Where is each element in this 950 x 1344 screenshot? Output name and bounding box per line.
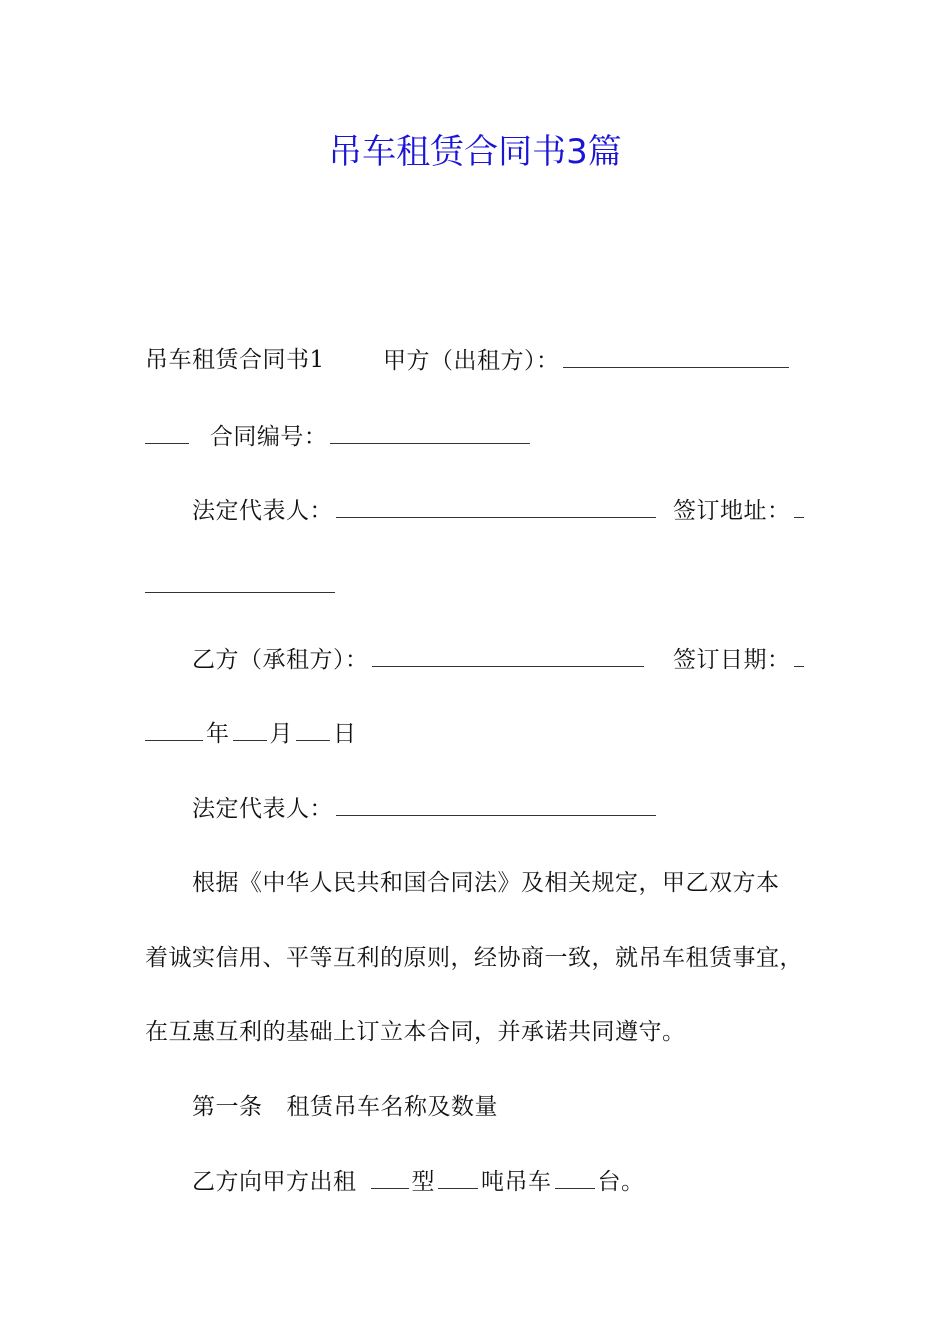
month-label: 月 xyxy=(269,721,293,747)
article-number: 第一条 xyxy=(192,1094,263,1120)
day-blank[interactable] xyxy=(296,718,330,741)
legal-rep-b-label: 法定代表人： xyxy=(192,796,333,822)
article-heading-line xyxy=(192,1092,498,1122)
month-blank[interactable] xyxy=(233,718,267,741)
paragraph-text: 根据《中华人民共和国合同法》及相关规定，甲乙双方本 xyxy=(192,870,780,896)
contract-subtitle: 吊车租赁合同书1 xyxy=(145,347,325,373)
sign-address-continued-line xyxy=(145,570,338,601)
sign-address-blank-continued[interactable] xyxy=(145,570,335,593)
contract-heading-line xyxy=(145,345,325,375)
count-blank[interactable] xyxy=(555,1166,595,1189)
legal-rep-a-blank[interactable] xyxy=(336,495,656,518)
model-blank[interactable] xyxy=(371,1166,409,1189)
rental-intro: 乙方向甲方出租 xyxy=(192,1169,357,1195)
contract-number-label: 合同编号： xyxy=(209,424,328,450)
paragraph-line xyxy=(145,1017,686,1047)
party-a-label: 甲方（出租方）： xyxy=(383,348,560,374)
sign-address-label: 签订地址： xyxy=(673,498,791,524)
party-a-blank-continued[interactable] xyxy=(145,421,189,444)
year-label: 年 xyxy=(206,721,230,747)
party-b-line xyxy=(192,644,647,675)
article-title: 租赁吊车名称及数量 xyxy=(286,1094,498,1120)
sign-address-line xyxy=(673,495,807,526)
sign-date-line xyxy=(673,644,807,675)
contract-number-line xyxy=(145,421,533,452)
sign-address-blank[interactable] xyxy=(794,495,804,518)
model-label: 型 xyxy=(411,1169,435,1195)
legal-rep-b-blank[interactable] xyxy=(336,793,656,816)
legal-rep-b-line xyxy=(192,793,659,824)
paragraph-text: 着诚实信用、平等互利的原则，经协商一致，就吊车租赁事宜， xyxy=(145,945,803,971)
crane-label: 吨吊车 xyxy=(481,1169,552,1195)
party-a-line xyxy=(383,345,792,376)
rental-quantity-line xyxy=(192,1166,645,1197)
party-b-label: 乙方（承租方）： xyxy=(192,647,369,673)
sign-date-label: 签订日期： xyxy=(673,647,791,673)
paragraph-text: 在互惠互利的基础上订立本合同，并承诺共同遵守。 xyxy=(145,1019,686,1045)
tonnage-blank[interactable] xyxy=(438,1166,478,1189)
sign-date-blank[interactable] xyxy=(794,644,804,667)
year-blank[interactable] xyxy=(145,718,203,741)
legal-rep-a-line xyxy=(192,495,659,526)
party-b-blank[interactable] xyxy=(372,644,644,667)
party-a-blank[interactable] xyxy=(563,345,789,368)
paragraph-line xyxy=(145,943,803,973)
unit-label: 台。 xyxy=(597,1169,645,1195)
day-label: 日 xyxy=(333,721,357,747)
paragraph-line xyxy=(192,868,780,898)
legal-rep-a-label: 法定代表人： xyxy=(192,498,333,524)
contract-number-blank[interactable] xyxy=(330,421,530,444)
date-fields-line xyxy=(145,718,357,749)
document-title: 吊车租赁合同书3篇 xyxy=(328,132,622,172)
